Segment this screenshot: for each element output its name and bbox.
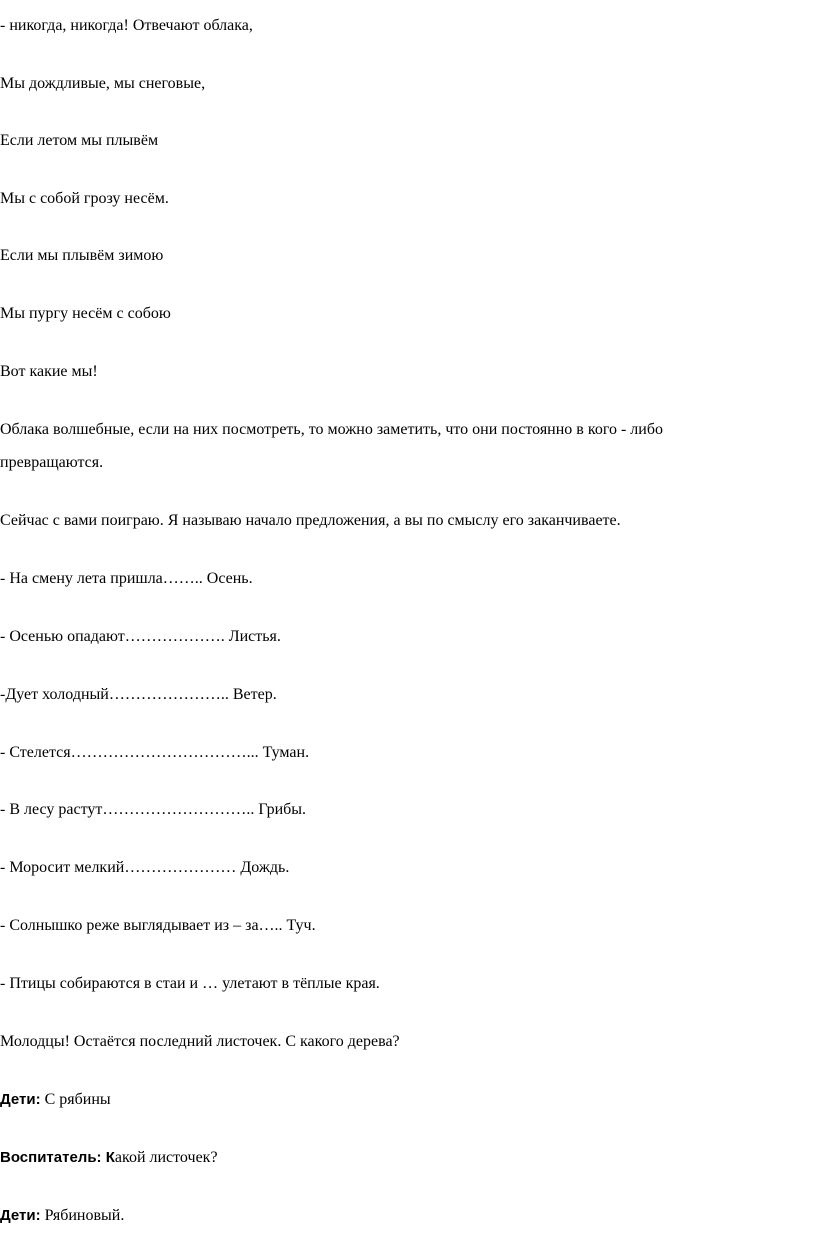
text-line: Мы пургу несём с собою [0,305,171,322]
speaker-label: Воспитатель: К [0,1149,115,1166]
speech-text: акой листочек? [114,1149,218,1166]
text-line: Мы дождливые, мы снеговые, [0,75,206,92]
dialogue-line [0,1206,124,1226]
text-line: -Дует холодный………………….. Ветер. [0,686,277,703]
speaker-label: Дети: [0,1207,41,1224]
text-line: Если летом мы плывём [0,132,159,149]
text-line: Вот какие мы! [0,363,98,380]
text-line: - Осенью опадают………………. Листья. [0,628,281,645]
text-line: - Стелется……………………………... Туман. [0,744,310,761]
text-line: Мы с собой грозу несём. [0,190,169,207]
text-line: Молодцы! Остаётся последний листочек. С какого дерева? [0,1033,400,1050]
speech-text: С рябины [40,1091,111,1108]
text-line: Если мы плывём зимою [0,247,164,264]
text-line: - В лесу растут……………………….. Грибы. [0,801,307,818]
paragraph-line: Облака волшебные, если на них посмотреть, то можно заметить, что они постоянно в кого - либо [0,421,663,438]
text-line: Сейчас с вами поиграю. Я называю начало предложения, а вы по смыслу его заканчиваете. [0,512,621,529]
text-line: - никогда, никогда! Отвечают облака, [0,17,253,34]
text-line: - Солнышко реже выглядывает из – за….. Туч. [0,917,316,934]
speech-text: Рябиновый. [40,1207,125,1224]
text-line: - Моросит мелкий………………… Дождь. [0,859,290,876]
text-line: - На смену лета пришла…….. Осень. [0,570,253,587]
paragraph-line: превращаются. [0,454,104,471]
dialogue-line [0,1090,111,1110]
dialogue-line [0,1148,218,1168]
text-line: - Птицы собираются в стаи и … улетают в тёплые края. [0,975,380,992]
speaker-label: Дети: [0,1091,41,1108]
